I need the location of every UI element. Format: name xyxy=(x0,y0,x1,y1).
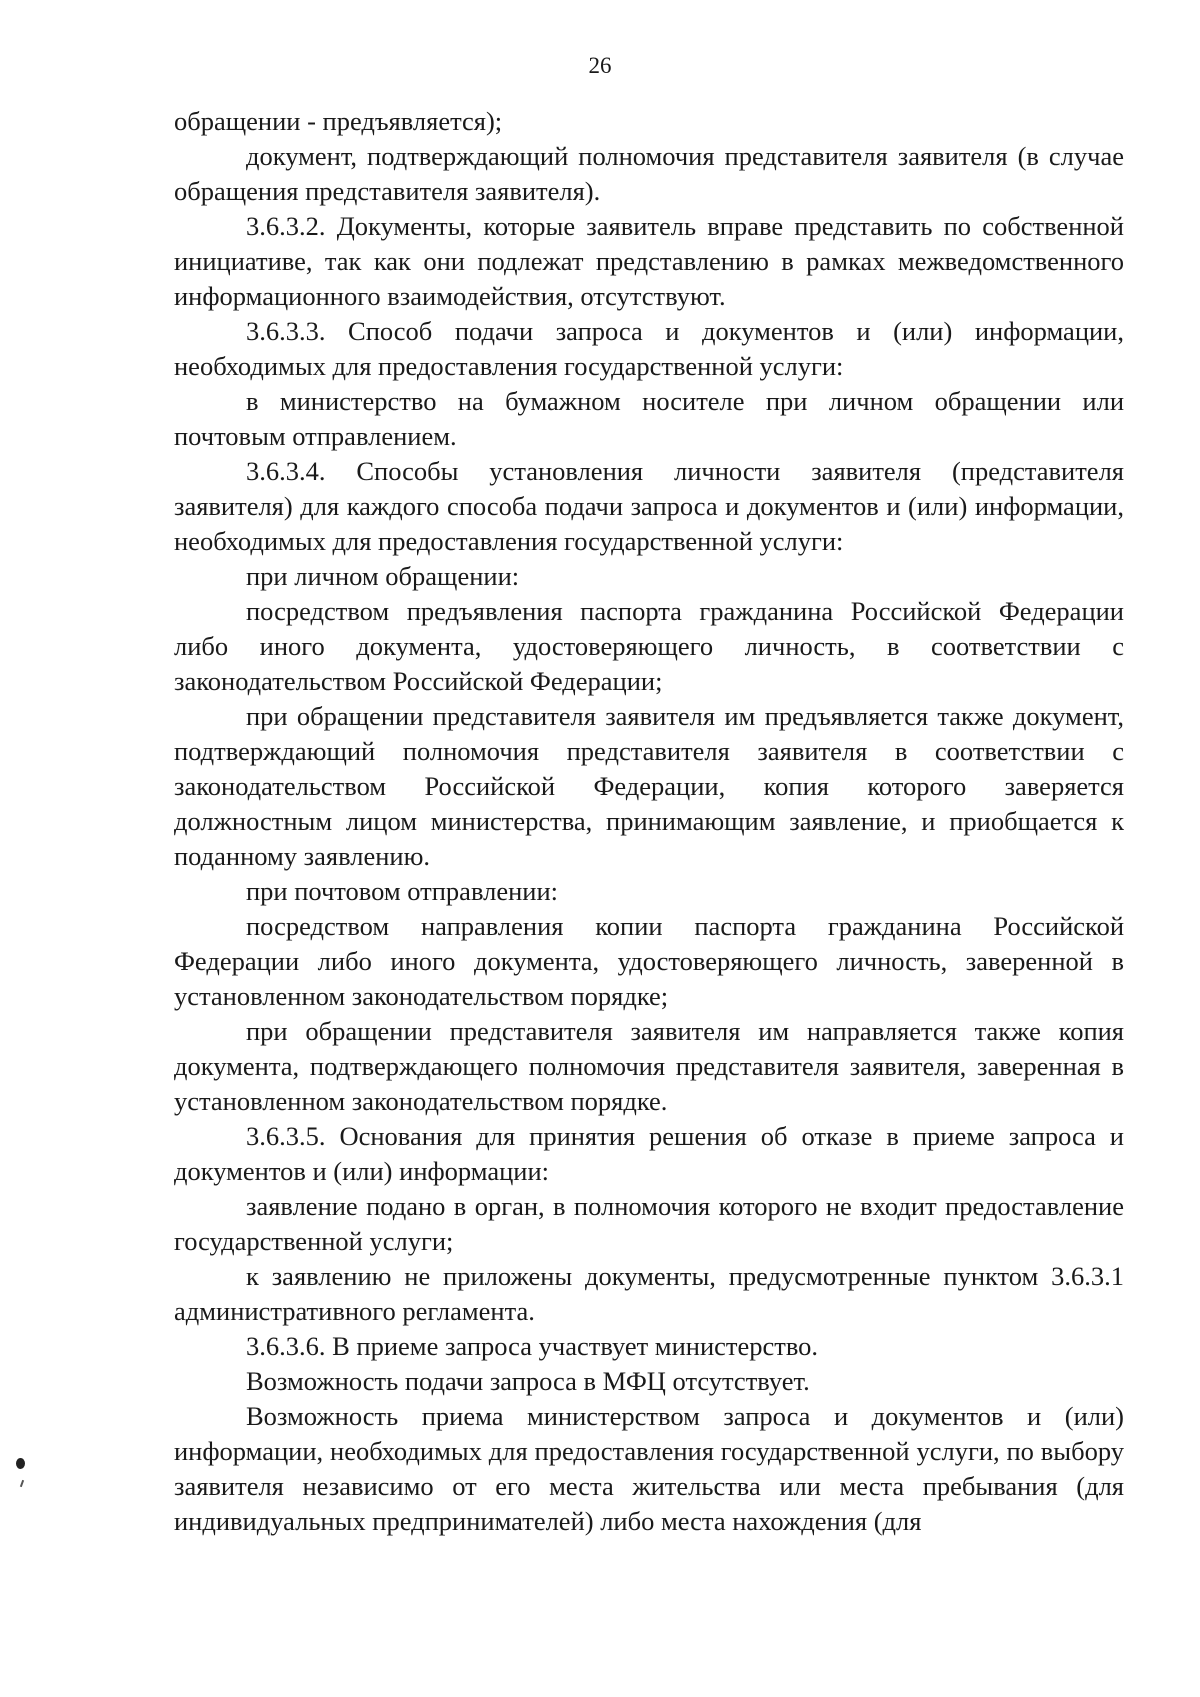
paragraph: Возможность приема министерством запроса и документов и (или) информации, необходимых для предоставления государственной услуги, по выбору заявителя независимо от его места жительства или места пребывания (для индивидуальных предпринимателей) либо места нахождения (для xyxy=(174,1401,1124,1536)
paragraph: заявление подано в орган, в полномочия которого не входит предоставление государственной услуги; xyxy=(174,1191,1124,1256)
paragraph-continuation: обращении - предъявляется); xyxy=(174,106,503,136)
paragraph: в министерство на бумажном носителе при личном обращении или почтовым отправлением. xyxy=(174,386,1124,451)
paragraph-3-6-3-4: 3.6.3.4. Способы установления личности заявителя (представителя заявителя) для каждого способа подачи запроса и документов и (или) информации, необходимых для предоставления государственной услуги: xyxy=(174,456,1124,556)
paragraph-3-6-3-5: 3.6.3.5. Основания для принятия решения об отказе в приеме запроса и документов и (или) информации: xyxy=(174,1121,1124,1186)
paragraph: посредством предъявления паспорта гражданина Российской Федерации либо иного документа, удостоверяющего личность, в соответствии с законодательством Российской Федерации; xyxy=(174,596,1124,696)
page-number: 26 xyxy=(588,53,612,78)
paragraph: при обращении представителя заявителя им направляется также копия документа, подтверждающего полномочия представителя заявителя, заверенная в установленном законодательством порядке. xyxy=(174,1016,1124,1116)
paragraph: к заявлению не приложены документы, предусмотренные пунктом 3.6.3.1 административного регламента. xyxy=(174,1261,1124,1326)
paragraph: при обращении представителя заявителя им предъявляется также документ, подтверждающий полномочия представителя заявителя в соответствии с законодательством Российской Федерации, копия которого заверяется должностным лицом министерства, принимающим заявление, и приобщается к поданному заявлению. xyxy=(174,701,1124,871)
scan-artifact-tick xyxy=(20,1480,24,1487)
paragraph: посредством направления копии паспорта гражданина Российской Федерации либо иного документа, удостоверяющего личность, заверенной в установленном законодательством порядке; xyxy=(174,911,1124,1011)
paragraph: при почтовом отправлении: xyxy=(246,876,558,906)
paragraph-3-6-3-3: 3.6.3.3. Способ подачи запроса и документов и (или) информации, необходимых для предоставления государственной услуги: xyxy=(174,316,1124,381)
paragraph: при личном обращении: xyxy=(246,561,520,591)
scan-artifact-dot xyxy=(16,1458,25,1469)
document-body xyxy=(174,104,1124,1539)
paragraph-3-6-3-2: 3.6.3.2. Документы, которые заявитель вправе представить по собственной инициативе, так как они подлежат представлению в рамках межведомственного информационного взаимодействия, отсутствуют. xyxy=(174,211,1124,311)
paragraph: документ, подтверждающий полномочия представителя заявителя (в случае обращения представителя заявителя). xyxy=(174,141,1124,206)
paragraph-3-6-3-6: 3.6.3.6. В приеме запроса участвует министерство. xyxy=(246,1331,819,1361)
paragraph: Возможность подачи запроса в МФЦ отсутствует. xyxy=(246,1366,810,1396)
